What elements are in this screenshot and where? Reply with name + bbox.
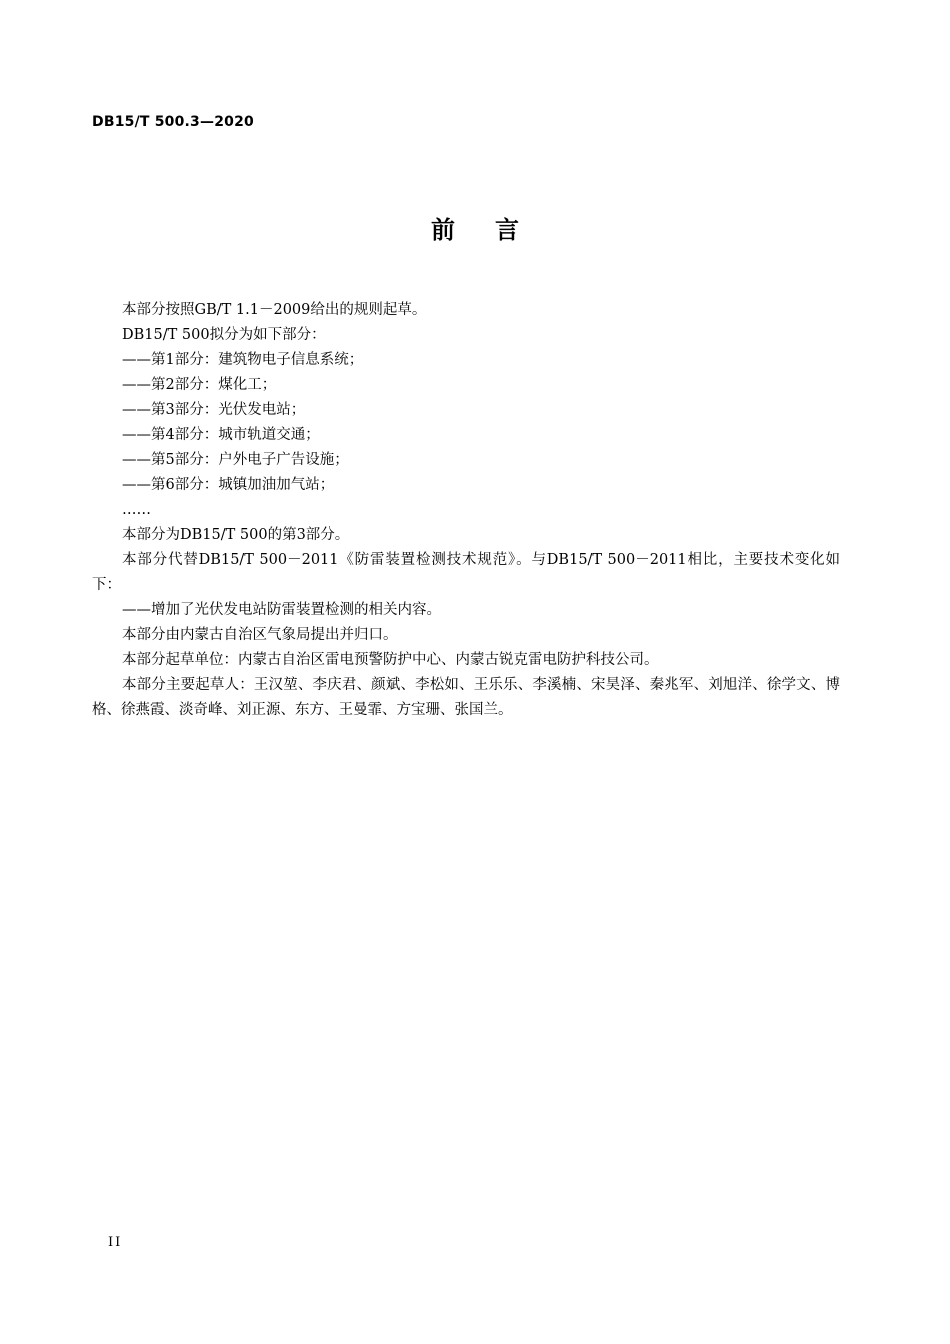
page-title: 前言 bbox=[431, 216, 559, 244]
paragraph-drafters: 本部分主要起草人：王汉堃、李庆君、颜斌、李松如、王乐乐、李溪楠、宋昊泽、秦兆军、刘旭洋、徐学文、博格、徐燕霞、淡奇峰、刘正源、东方、王曼霏、方宝珊、张国兰。 bbox=[92, 677, 840, 718]
page-number: II bbox=[108, 1235, 123, 1250]
list-item-part-3: ——第3部分：光伏发电站； bbox=[122, 402, 306, 418]
list-item-part-2: ——第2部分：煤化工； bbox=[122, 377, 277, 393]
list-item-part-4: ——第4部分：城市轨道交通； bbox=[122, 427, 320, 443]
paragraph-drafting-rules: 本部分按照GB/T 1.1－2009给出的规则起草。 bbox=[122, 302, 427, 318]
foreword-body bbox=[92, 298, 840, 723]
paragraph-drafting-units: 本部分起草单位：内蒙古自治区雷电预警防护中心、内蒙古锐克雷电防护科技公司。 bbox=[122, 652, 659, 668]
list-item-change: ——增加了光伏发电站防雷装置检测的相关内容。 bbox=[122, 602, 441, 618]
list-item-part-6: ——第6部分：城镇加油加气站； bbox=[122, 477, 335, 493]
list-item-part-1: ——第1部分：建筑物电子信息系统； bbox=[122, 352, 364, 368]
document-code: DB15/T 500.3—2020 bbox=[92, 114, 254, 130]
paragraph-replacement: 本部分代替DB15/T 500－2011《防雷装置检测技术规范》。与DB15/T 500－2011相比，主要技术变化如下： bbox=[92, 552, 840, 593]
paragraph-parts-intro: DB15/T 500拟分为如下部分： bbox=[122, 327, 326, 343]
paragraph-this-part: 本部分为DB15/T 500的第3部分。 bbox=[122, 527, 350, 543]
list-item-part-5: ——第5部分：户外电子广告设施； bbox=[122, 452, 349, 468]
list-ellipsis: …… bbox=[122, 502, 151, 518]
paragraph-proposer: 本部分由内蒙古自治区气象局提出并归口。 bbox=[122, 627, 398, 643]
